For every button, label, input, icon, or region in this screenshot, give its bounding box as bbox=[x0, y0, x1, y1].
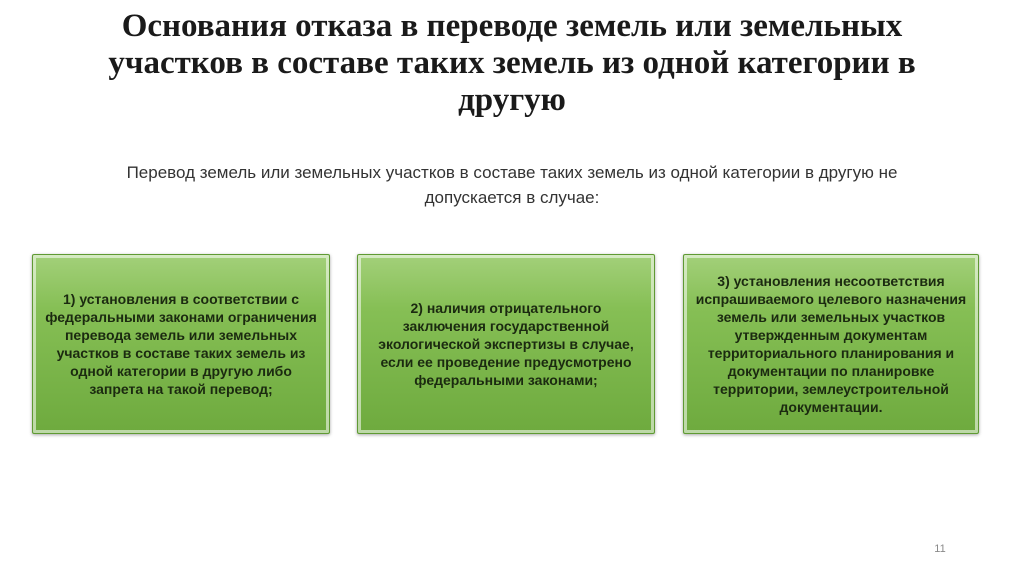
page-number: 11 bbox=[934, 543, 946, 555]
reason-box-2-text: 2) наличия отрицательного заключения государственной экологической экспертизы в случае, если ее проведение предусмотрено федеральными законами; bbox=[378, 300, 634, 388]
reason-box-1-text: 1) установления в соответствии с федеральными законами ограничения перевода земель или земельных участков в составе таких земель из одной категории в другую либо запрета на такой перевод; bbox=[45, 291, 317, 397]
reason-box-2 bbox=[357, 254, 655, 434]
reason-box-3-text: 3) установления несоответствия испрашиваемого целевого назначения земель или земельных участков утвержденным документам территориального планирования и документации по планировке территории, землеустроительной документации. bbox=[695, 273, 967, 415]
reason-box-3 bbox=[683, 254, 979, 434]
slide-subtitle: Перевод земель или земельных участков в составе таких земель из одной категории в другую не допускается в случае: bbox=[126, 163, 898, 207]
reason-box-1 bbox=[32, 254, 330, 434]
slide-title: Основания отказа в переводе земель или земельных участков в составе таких земель из одной категории в другую bbox=[108, 8, 916, 118]
